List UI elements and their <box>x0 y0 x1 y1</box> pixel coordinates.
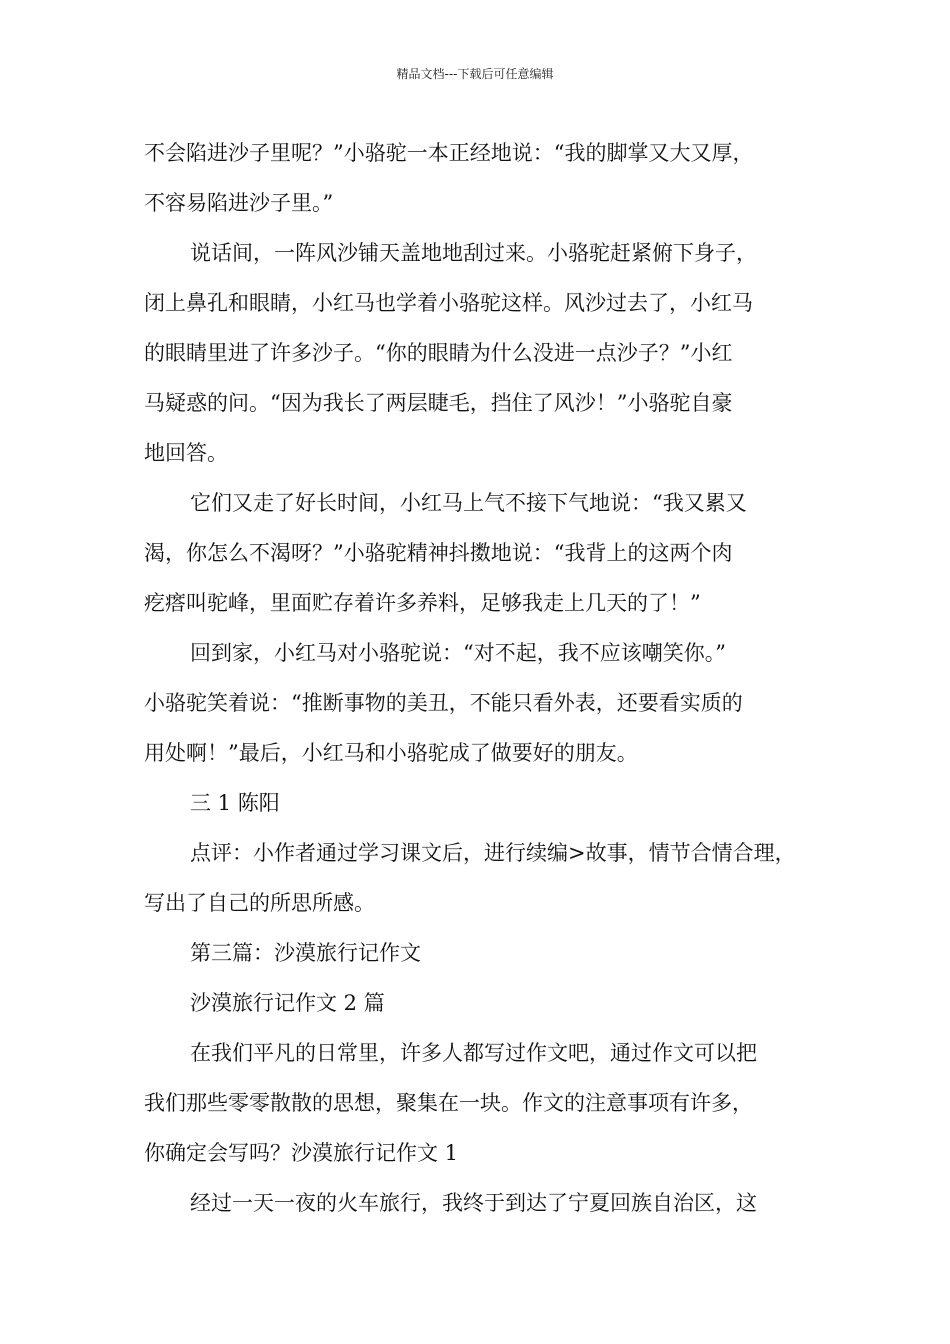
text-line: 写出了自己的所思所感。 <box>144 891 375 915</box>
paragraph-start: 说话间，一阵风沙铺天盖地地刮过来。小骆驼赶紧俯下身子， <box>190 241 757 265</box>
text-line: 不会陷进沙子里呢？”小骆驼一本正经地说：“我的脚掌又大又厚， <box>144 141 754 165</box>
page-header: 精品文档---下载后可任意编辑 <box>396 67 554 81</box>
paragraph-start: 在我们平凡的日常里，许多人都写过作文吧，通过作文可以把 <box>190 1041 757 1065</box>
section-title: 第三篇：沙漠旅行记作文 <box>190 941 421 965</box>
paragraph-start: 经过一天一夜的火车旅行，我终于到达了宁夏回族自治区，这 <box>190 1191 757 1215</box>
text-line: 疙瘩叫驼峰，里面贮存着许多养料，足够我走上几天的了！” <box>144 591 701 615</box>
text-line: 不容易陷进沙子里。” <box>144 191 334 215</box>
paragraph-start: 回到家，小红马对小骆驼说：“对不起，我不应该嘲笑你。” <box>190 641 726 665</box>
text-line: 你确定会写吗？沙漠旅行记作文 1 <box>144 1141 459 1165</box>
text-line: 马疑惑的问。“因为我长了两层睫毛，挡住了风沙！”小骆驼自豪 <box>144 391 733 415</box>
text-line: 渴，你怎么不渴呀？”小骆驼精神抖擞地说：“我背上的这两个肉 <box>144 541 733 565</box>
author-line: 三 1 陈阳 <box>190 791 280 815</box>
text-line: 闭上鼻孔和眼睛，小红马也学着小骆驼这样。风沙过去了，小红马 <box>144 291 753 315</box>
comment-start: 点评：小作者通过学习课文后，进行续编>故事，情节合情合理， <box>190 841 796 865</box>
text-line: 小骆驼笑着说：“推断事物的美丑，不能只看外表，还要看实质的 <box>144 691 743 715</box>
text-line: 地回答。 <box>144 441 228 465</box>
paragraph-start: 它们又走了好长时间，小红马上气不接下气地说：“我又累又 <box>190 491 747 515</box>
document-body <box>144 128 820 1228</box>
text-line: 我们那些零零散散的思想，聚集在一块。作文的注意事项有许多， <box>144 1091 753 1115</box>
text-line: 用处啊！”最后，小红马和小骆驼成了做要好的朋友。 <box>144 741 638 765</box>
text-line: 的眼睛里进了许多沙子。“你的眼睛为什么没进一点沙子？”小红 <box>144 341 733 365</box>
section-subtitle: 沙漠旅行记作文 2 篇 <box>190 991 385 1015</box>
